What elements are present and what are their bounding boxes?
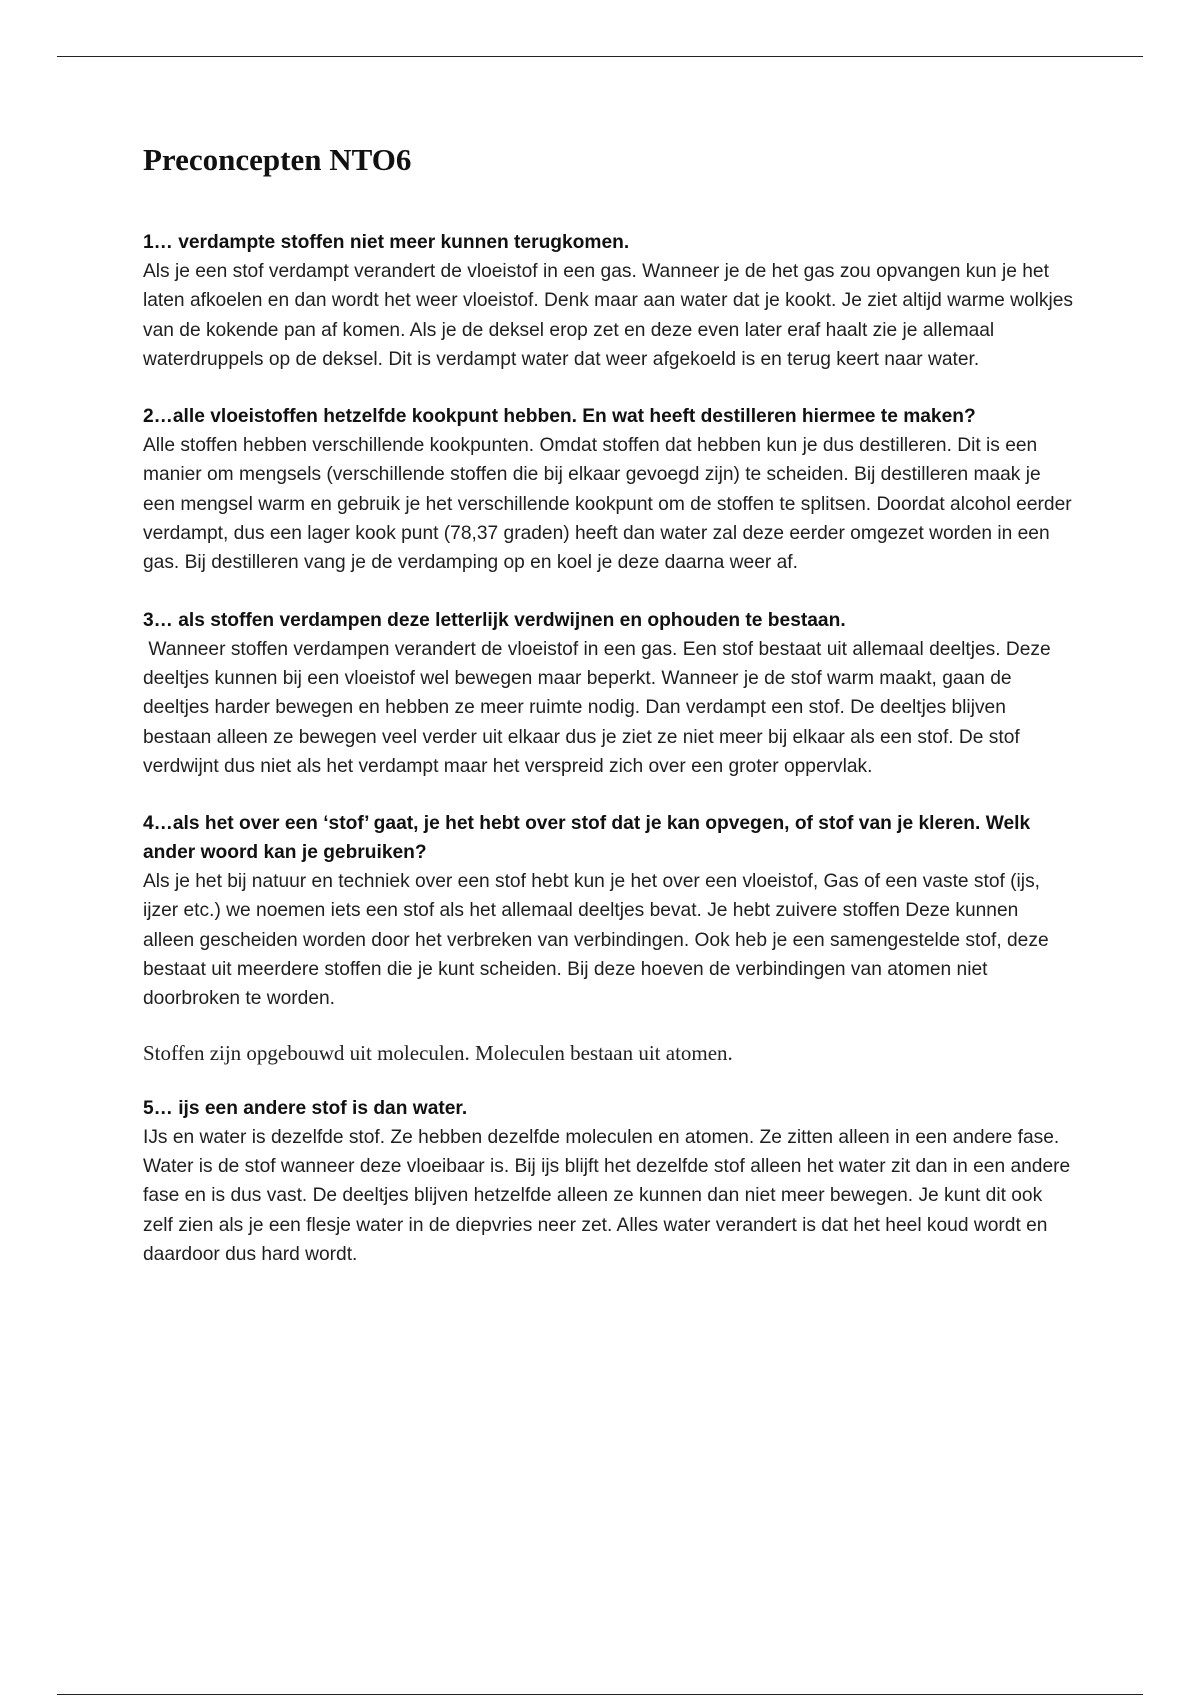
document-title: Preconcepten NTO6 xyxy=(143,142,412,177)
section-5 xyxy=(143,1094,1073,1269)
section-4 xyxy=(143,809,1073,1013)
bottom-divider xyxy=(57,1694,1143,1695)
section-body: Als je het bij natuur en techniek over een stof hebt kun je het over een vloeistof, Gas of een vaste stof (ijs, ijzer etc.) we noemen iets een stof als het allemaal deeltjes bevat. Je hebt zuivere stoffen Deze kunnen alleen gescheiden worden door het verbreken van verbindingen. Ook heb je een samengestelde stof, deze bestaat uit meerdere stoffen die je kunt scheiden. Bij deze hoeven de verbindingen van atomen niet doorbroken te worden. xyxy=(143,871,1049,1010)
section-heading: 4…als het over een ‘stof’ gaat, je het hebt over stof dat je kan opvegen, of stof van je kleren. Welk ander woord kan je gebruiken? xyxy=(143,813,1031,864)
section-body: Als je een stof verdampt verandert de vloeistof in een gas. Wanneer je de het gas zou opvangen kun je het laten afkoelen en dan wordt het weer vloeistof. Denk maar aan water dat je kookt. Je ziet altijd warme wolkjes van de kokende pan af komen. Als je de deksel erop zet en deze even later eraf haalt zie je allemaal waterdruppels op de deksel. Dit is verdampt water dat weer afgekoeld is en terug keert naar water. xyxy=(143,261,1074,370)
section-1 xyxy=(143,228,1073,374)
section-heading: 1… verdampte stoffen niet meer kunnen terugkomen. xyxy=(143,232,630,253)
document-content xyxy=(143,140,1073,1297)
section-heading: 3… als stoffen verdampen deze letterlijk verdwijnen en ophouden te bestaan. xyxy=(143,609,846,631)
section-2 xyxy=(143,402,1073,577)
molecule-note: Stoffen zijn opgebouwd uit moleculen. Moleculen bestaan uit atomen. xyxy=(143,1040,733,1065)
top-divider xyxy=(57,56,1143,57)
section-body: Alle stoffen hebben verschillende kookpunten. Omdat stoffen dat hebben kun je dus destilleren. Dit is een manier om mengsels (verschillende stoffen die bij elkaar gevoegd zijn) te scheiden. Bij destilleren maak je een mengsel warm en gebruik je het verschillende kookpunt om de stoffen te splitsen. Doordat alcohol eerder verdampt, dus een lager kook punt (78,37 graden) heeft dan water zal deze eerder omgezet worden in een gas. Bij destilleren vang je de verdamping op en koel je deze daarna weer af. xyxy=(143,435,1072,574)
section-body: IJs en water is dezelfde stof. Ze hebben dezelfde moleculen en atomen. Ze zitten alleen in een andere fase. Water is de stof wanneer deze vloeibaar is. Bij ijs blijft het dezelfde stof alleen het water zit dan in een andere fase en is dus vast. De deeltjes blijven hetzelfde alleen ze kunnen dan niet meer bewegen. Je kunt dit ook zelf zien als je een flesje water in de diepvries neer zet. Alles water verandert is dat het heel koud wordt en daardoor dus hard wordt. xyxy=(143,1126,1071,1265)
section-3 xyxy=(143,606,1073,781)
section-heading: 2…alle vloeistoffen hetzelfde kookpunt hebben. En wat heeft destilleren hiermee te maken? xyxy=(143,406,976,428)
section-body: Wanneer stoffen verdampen verandert de vloeistof in een gas. Een stof bestaat uit allemaal deeltjes. Deze deeltjes kunnen bij een vloeistof wel bewegen maar beperkt. Wanneer je de stof warm maakt, gaan de deeltjes harder bewegen en hebben ze meer ruimte nodig. Dan verdampt een stof. De deeltjes blijven bestaan alleen ze bewegen veel verder uit elkaar dus je ziet ze niet meer bij elkaar als een stof. De stof verdwijnt dus niet als het verdampt maar het verspreid zich over een groter oppervlak. xyxy=(143,638,1057,777)
section-heading: 5… ijs een andere stof is dan water. xyxy=(143,1097,468,1119)
